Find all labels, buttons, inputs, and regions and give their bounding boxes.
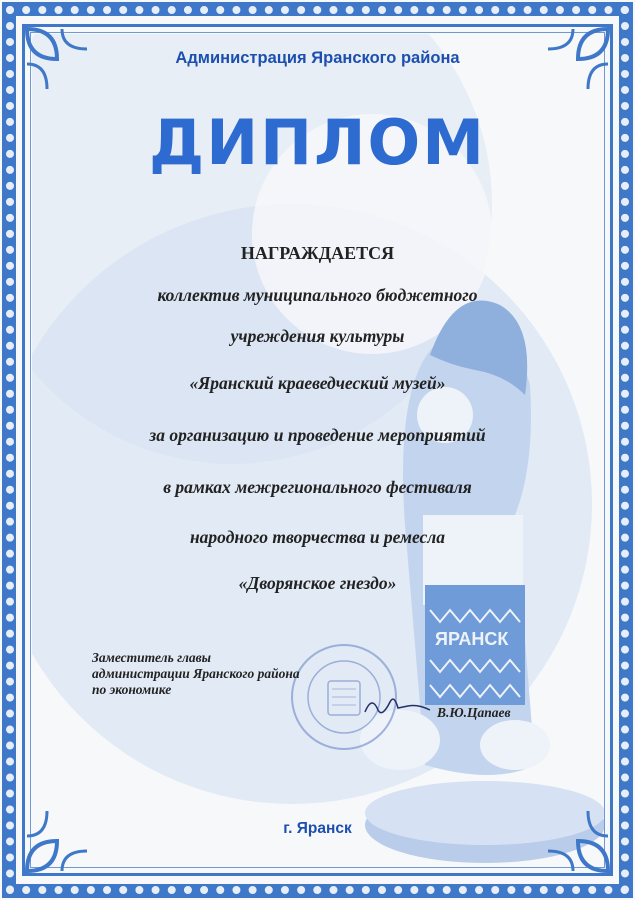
handwritten-signature bbox=[360, 690, 435, 720]
awarded-heading: НАГРАЖДАЕТСЯ bbox=[240, 243, 395, 263]
signer-position-line: администрации Яранского района bbox=[92, 666, 300, 681]
award-line: в рамках межрегионального фестиваля bbox=[163, 477, 472, 497]
signer-position bbox=[92, 650, 300, 698]
award-line: народного творчества и ремесла bbox=[189, 527, 446, 547]
city-name: г. Яранск bbox=[283, 820, 352, 837]
signer-position-line: по экономике bbox=[92, 682, 172, 697]
festival-name: «Дворянское гнездо» bbox=[238, 573, 397, 593]
museum-name: «Яранский краеведческий музей» bbox=[189, 373, 446, 393]
signer-position-line: Заместитель главы bbox=[92, 650, 212, 665]
corner-ornament-bottom-left bbox=[22, 806, 92, 876]
award-line: за организацию и проведение мероприятий bbox=[149, 425, 486, 445]
award-line: коллектив муниципального бюджетного bbox=[157, 285, 478, 305]
signer-name: В.Ю.Цапаев bbox=[437, 705, 511, 720]
administration-name: Администрация Яранского района bbox=[175, 49, 460, 67]
statue-label: ЯРАНСК bbox=[435, 629, 509, 649]
diploma-title: ДИПЛОМ bbox=[149, 106, 486, 179]
corner-ornament-bottom-right bbox=[543, 806, 613, 876]
award-line: учреждения культуры bbox=[230, 326, 405, 346]
